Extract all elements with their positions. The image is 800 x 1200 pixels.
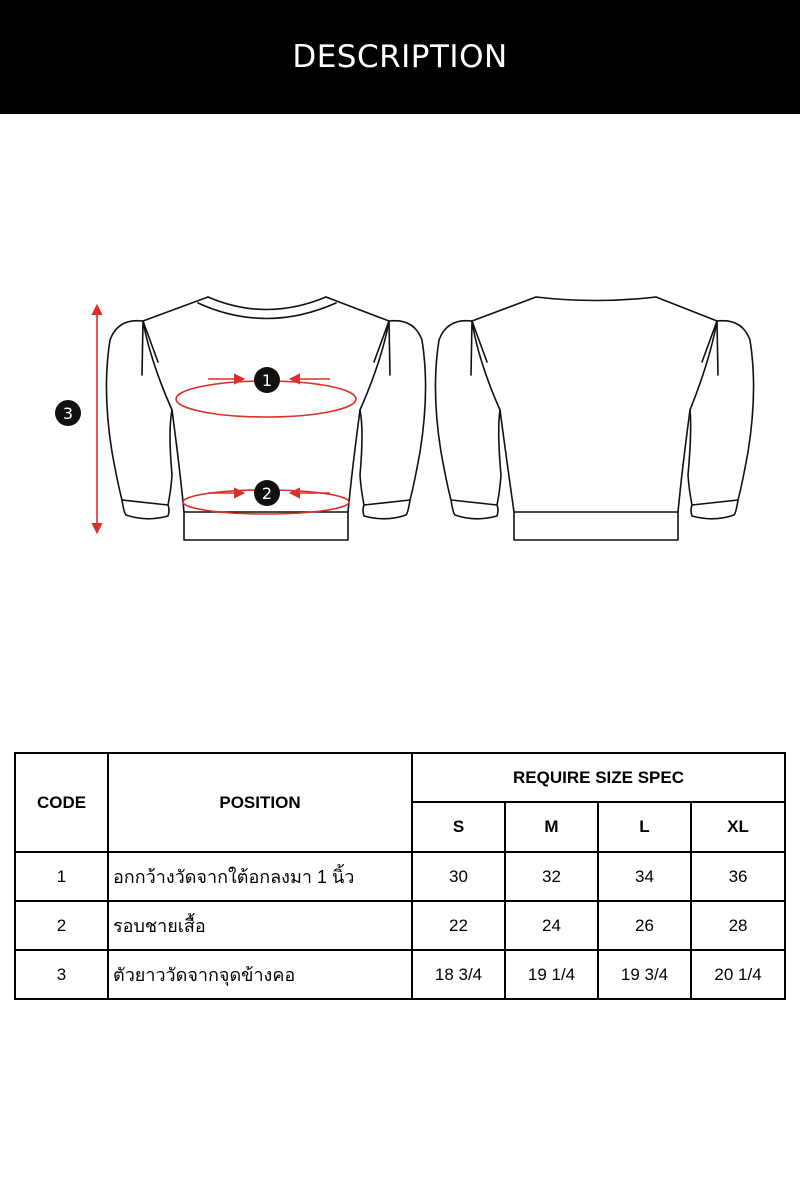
row-code: 1 — [15, 852, 108, 901]
back-body — [472, 297, 717, 512]
marker-2-label: 2 — [261, 484, 273, 503]
marker-1-label: 1 — [261, 371, 273, 390]
marker-3-label: 3 — [62, 404, 74, 423]
marker-3 — [55, 400, 81, 426]
front-waistband — [184, 512, 348, 540]
row-value-xl: 28 — [691, 901, 785, 950]
table-row — [15, 901, 785, 950]
row-value-xl: 36 — [691, 852, 785, 901]
front-left-sleeve — [106, 321, 172, 505]
size-header-m: M — [505, 802, 598, 852]
page-title: DESCRIPTION — [292, 39, 508, 75]
marker-2 — [254, 480, 280, 506]
size-spec-header: REQUIRE SIZE SPEC — [412, 753, 785, 802]
row-code: 3 — [15, 950, 108, 999]
row-code: 2 — [15, 901, 108, 950]
row-value-s: 22 — [412, 901, 505, 950]
back-neckline — [536, 297, 656, 301]
position-header: POSITION — [108, 753, 412, 852]
row-position: ตัวยาววัดจากจุดข้างคอ — [108, 950, 412, 999]
back-left-sleeve — [435, 321, 501, 505]
back-right-sleeve — [688, 321, 754, 505]
row-value-xl: 20 1/4 — [691, 950, 785, 999]
table-row — [15, 852, 785, 901]
table-row — [15, 950, 785, 999]
back-view — [435, 297, 753, 540]
row-value-l: 26 — [598, 901, 691, 950]
code-header: CODE — [15, 753, 108, 852]
size-header-xl: XL — [691, 802, 785, 852]
back-waistband — [514, 512, 678, 540]
row-value-s: 18 3/4 — [412, 950, 505, 999]
front-right-sleeve — [360, 321, 426, 505]
row-position: อกกว้างวัดจากใต้อกลงมา 1 นิ้ว — [108, 852, 412, 901]
size-spec-table — [14, 752, 786, 1000]
size-header-s: S — [412, 802, 505, 852]
row-value-l: 34 — [598, 852, 691, 901]
measure-lines — [97, 306, 356, 532]
row-value-m: 24 — [505, 901, 598, 950]
row-value-s: 30 — [412, 852, 505, 901]
page-header — [0, 0, 800, 114]
garment-diagram — [0, 280, 800, 560]
row-value-m: 19 1/4 — [505, 950, 598, 999]
row-position: รอบชายเสื้อ — [108, 901, 412, 950]
marker-1 — [254, 367, 280, 393]
size-header-l: L — [598, 802, 691, 852]
row-value-l: 19 3/4 — [598, 950, 691, 999]
front-neck-inner — [198, 303, 336, 319]
row-value-m: 32 — [505, 852, 598, 901]
front-neckline — [208, 297, 326, 310]
